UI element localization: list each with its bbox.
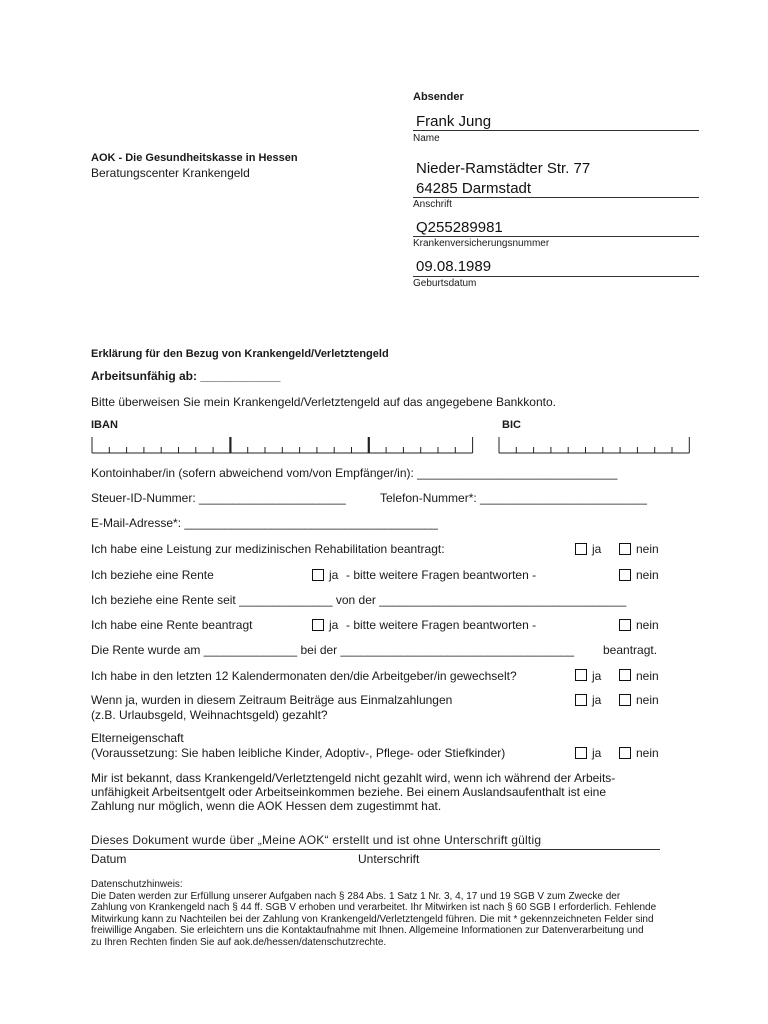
rehab-no-checkbox[interactable] [619, 543, 631, 555]
privacy-line: Die Daten werden zur Erfüllung unserer Aufgaben nach § 284 Abs. 1 Satz 1 Nr. 3, 4, 17 und 19 SGB V zum Zwecke der [91, 890, 621, 902]
name-underline [413, 130, 699, 131]
email-field[interactable]: E-Mail-Adresse*: ______________________________________ [91, 516, 438, 530]
one-time-no-checkbox[interactable] [619, 694, 631, 706]
date-label: Datum [91, 852, 127, 866]
sender-address-line2[interactable]: 64285 Darmstadt [416, 180, 532, 197]
q-rehab: Ich habe eine Leistung zur medizinischen Rehabilitation beantragt: [91, 542, 445, 556]
parent-no-checkbox[interactable] [619, 747, 631, 759]
pension-applied-yes-checkbox[interactable] [312, 619, 324, 631]
rehab-yes-label: ja [592, 542, 602, 556]
employer-change-yes-label: ja [592, 669, 602, 683]
q-one-time-line1: Wenn ja, wurden in diesem Zeitraum Beiträge aus Einmalzahlungen [91, 693, 453, 707]
q-pension: Ich beziehe eine Rente [91, 568, 214, 582]
address-underline [413, 197, 699, 198]
signature-label: Unterschrift [358, 852, 420, 866]
rehab-no-label: nein [636, 542, 659, 556]
q-employer-change: Ich habe in den letzten 12 Kalendermonaten den/die Arbeitgeber/in gewechselt? [91, 669, 517, 683]
transfer-text: Bitte überweisen Sie mein Krankengeld/Verletztengeld auf das angegebene Bankkonto. [91, 395, 556, 409]
iban-input-boxes[interactable] [90, 434, 490, 458]
pension-applied-no-checkbox[interactable] [619, 619, 631, 631]
q-pension-applied: Ich habe eine Rente beantragt [91, 618, 253, 632]
form-title: Erklärung für den Bezug von Krankengeld/Verletztengeld [91, 348, 389, 360]
pension-applied-on-field[interactable]: Die Rente wurde am ______________ bei der ___________________________________ [91, 643, 575, 657]
account-holder-field[interactable]: Kontoinhaber/in (sofern abweichend vom/von Empfänger/in): ______________________________ [91, 466, 618, 480]
signature-note: Dieses Dokument wurde über „Meine AOK“ erstellt und ist ohne Unterschrift gültig [91, 833, 542, 847]
name-label: Name [413, 133, 440, 144]
birth-underline [413, 276, 699, 277]
sender-address-line1[interactable]: Nieder-Ramstädter Str. 77 [416, 160, 591, 177]
pension-applied-no-label: nein [636, 618, 659, 632]
employer-change-no-checkbox[interactable] [619, 669, 631, 681]
phone-field[interactable]: Telefon-Nummer*: _________________________ [380, 491, 647, 505]
privacy-heading: Datenschutzhinweis: [91, 879, 183, 890]
applied-suffix: beantragt. [603, 643, 658, 657]
privacy-notice [91, 879, 681, 949]
tax-id-field[interactable]: Steuer-ID-Nummer: ______________________ [91, 491, 346, 505]
pension-no-checkbox[interactable] [619, 569, 631, 581]
signature-line [90, 849, 660, 850]
sender-heading: Absender [413, 91, 464, 103]
recipient-org: AOK - Die Gesundheitskasse in Hessen [91, 152, 298, 164]
pension-yes-checkbox[interactable] [312, 569, 324, 581]
sender-name-value[interactable]: Frank Jung [416, 113, 492, 130]
pension-applied-further-questions: - bitte weitere Fragen beantworten - [346, 618, 537, 632]
rehab-yes-checkbox[interactable] [575, 543, 587, 555]
parent-no-label: nein [636, 746, 659, 760]
pension-yes-label: ja [329, 568, 339, 582]
recipient-dept: Beratungscenter Krankengeld [91, 166, 250, 180]
one-time-yes-checkbox[interactable] [575, 694, 587, 706]
bic-input-boxes[interactable] [497, 434, 697, 458]
q-one-time-line2: (z.B. Urlaubsgeld, Weihnachtsgeld) gezahlt? [91, 708, 328, 722]
one-time-yes-label: ja [592, 693, 602, 707]
pension-further-questions: - bitte weitere Fragen beantworten - [346, 568, 537, 582]
parent-yes-label: ja [592, 746, 602, 760]
privacy-line: zu Ihren Rechten finden Sie auf aok.de/hessen/datenschutzrechte. [91, 936, 387, 948]
insurance-underline [413, 236, 699, 237]
q-parent-line2: (Voraussetzung: Sie haben leibliche Kinder, Adoptiv-, Pflege- oder Stiefkinder) [91, 746, 506, 760]
notice-line1: Mir ist bekannt, dass Krankengeld/Verletztengeld nicht gezahlt wird, wenn ich während der Arbeits- [91, 771, 616, 785]
pension-applied-yes-label: ja [329, 618, 339, 632]
privacy-line: Mitwirkung kann zu Nachteilen bei der Zahlung von Krankengeld/Verletztengeld führen. Die mit * gekennzeichneten Felder sind [91, 913, 654, 925]
privacy-line: Zahlung von Krankengeld nach § 44 ff. SGB V erhoben und verarbeitet. Ihr Mitwirken ist nach § 60 SGB I erforderlich. Fehlende [91, 902, 657, 914]
parent-yes-checkbox[interactable] [575, 747, 587, 759]
birth-label: Geburtsdatum [413, 278, 477, 289]
iban-label: IBAN [91, 419, 118, 431]
employer-change-no-label: nein [636, 669, 659, 683]
birth-date-value[interactable]: 09.08.1989 [416, 258, 492, 275]
bic-label: BIC [502, 419, 521, 431]
insurance-number-value[interactable]: Q255289981 [416, 219, 503, 236]
pension-no-label: nein [636, 568, 659, 582]
notice-line2: unfähigkeit Arbeitsentgelt oder Arbeitseinkommen beziehe. Bei einem Auslandsaufenthalt ist eine [91, 785, 606, 799]
address-label: Anschrift [413, 199, 452, 210]
one-time-no-label: nein [636, 693, 659, 707]
notice-line3: Zahlung nur möglich, wenn die AOK Hessen dem zugestimmt hat. [91, 799, 442, 813]
employer-change-yes-checkbox[interactable] [575, 669, 587, 681]
insurance-label: Krankenversicherungsnummer [413, 238, 550, 249]
unfit-since-field[interactable]: Arbeitsunfähig ab: ____________ [91, 369, 281, 383]
q-parent-line1: Elterneigenschaft [91, 731, 184, 745]
privacy-line: freiwillige Angaben. Sie erleichtern uns die Kontaktaufnahme mit Ihnen. Allgemeine Informationen zur Datenverarbeitung und [91, 925, 644, 937]
pension-since-field[interactable]: Ich beziehe eine Rente seit ______________ von der _____________________________________ [91, 593, 627, 607]
